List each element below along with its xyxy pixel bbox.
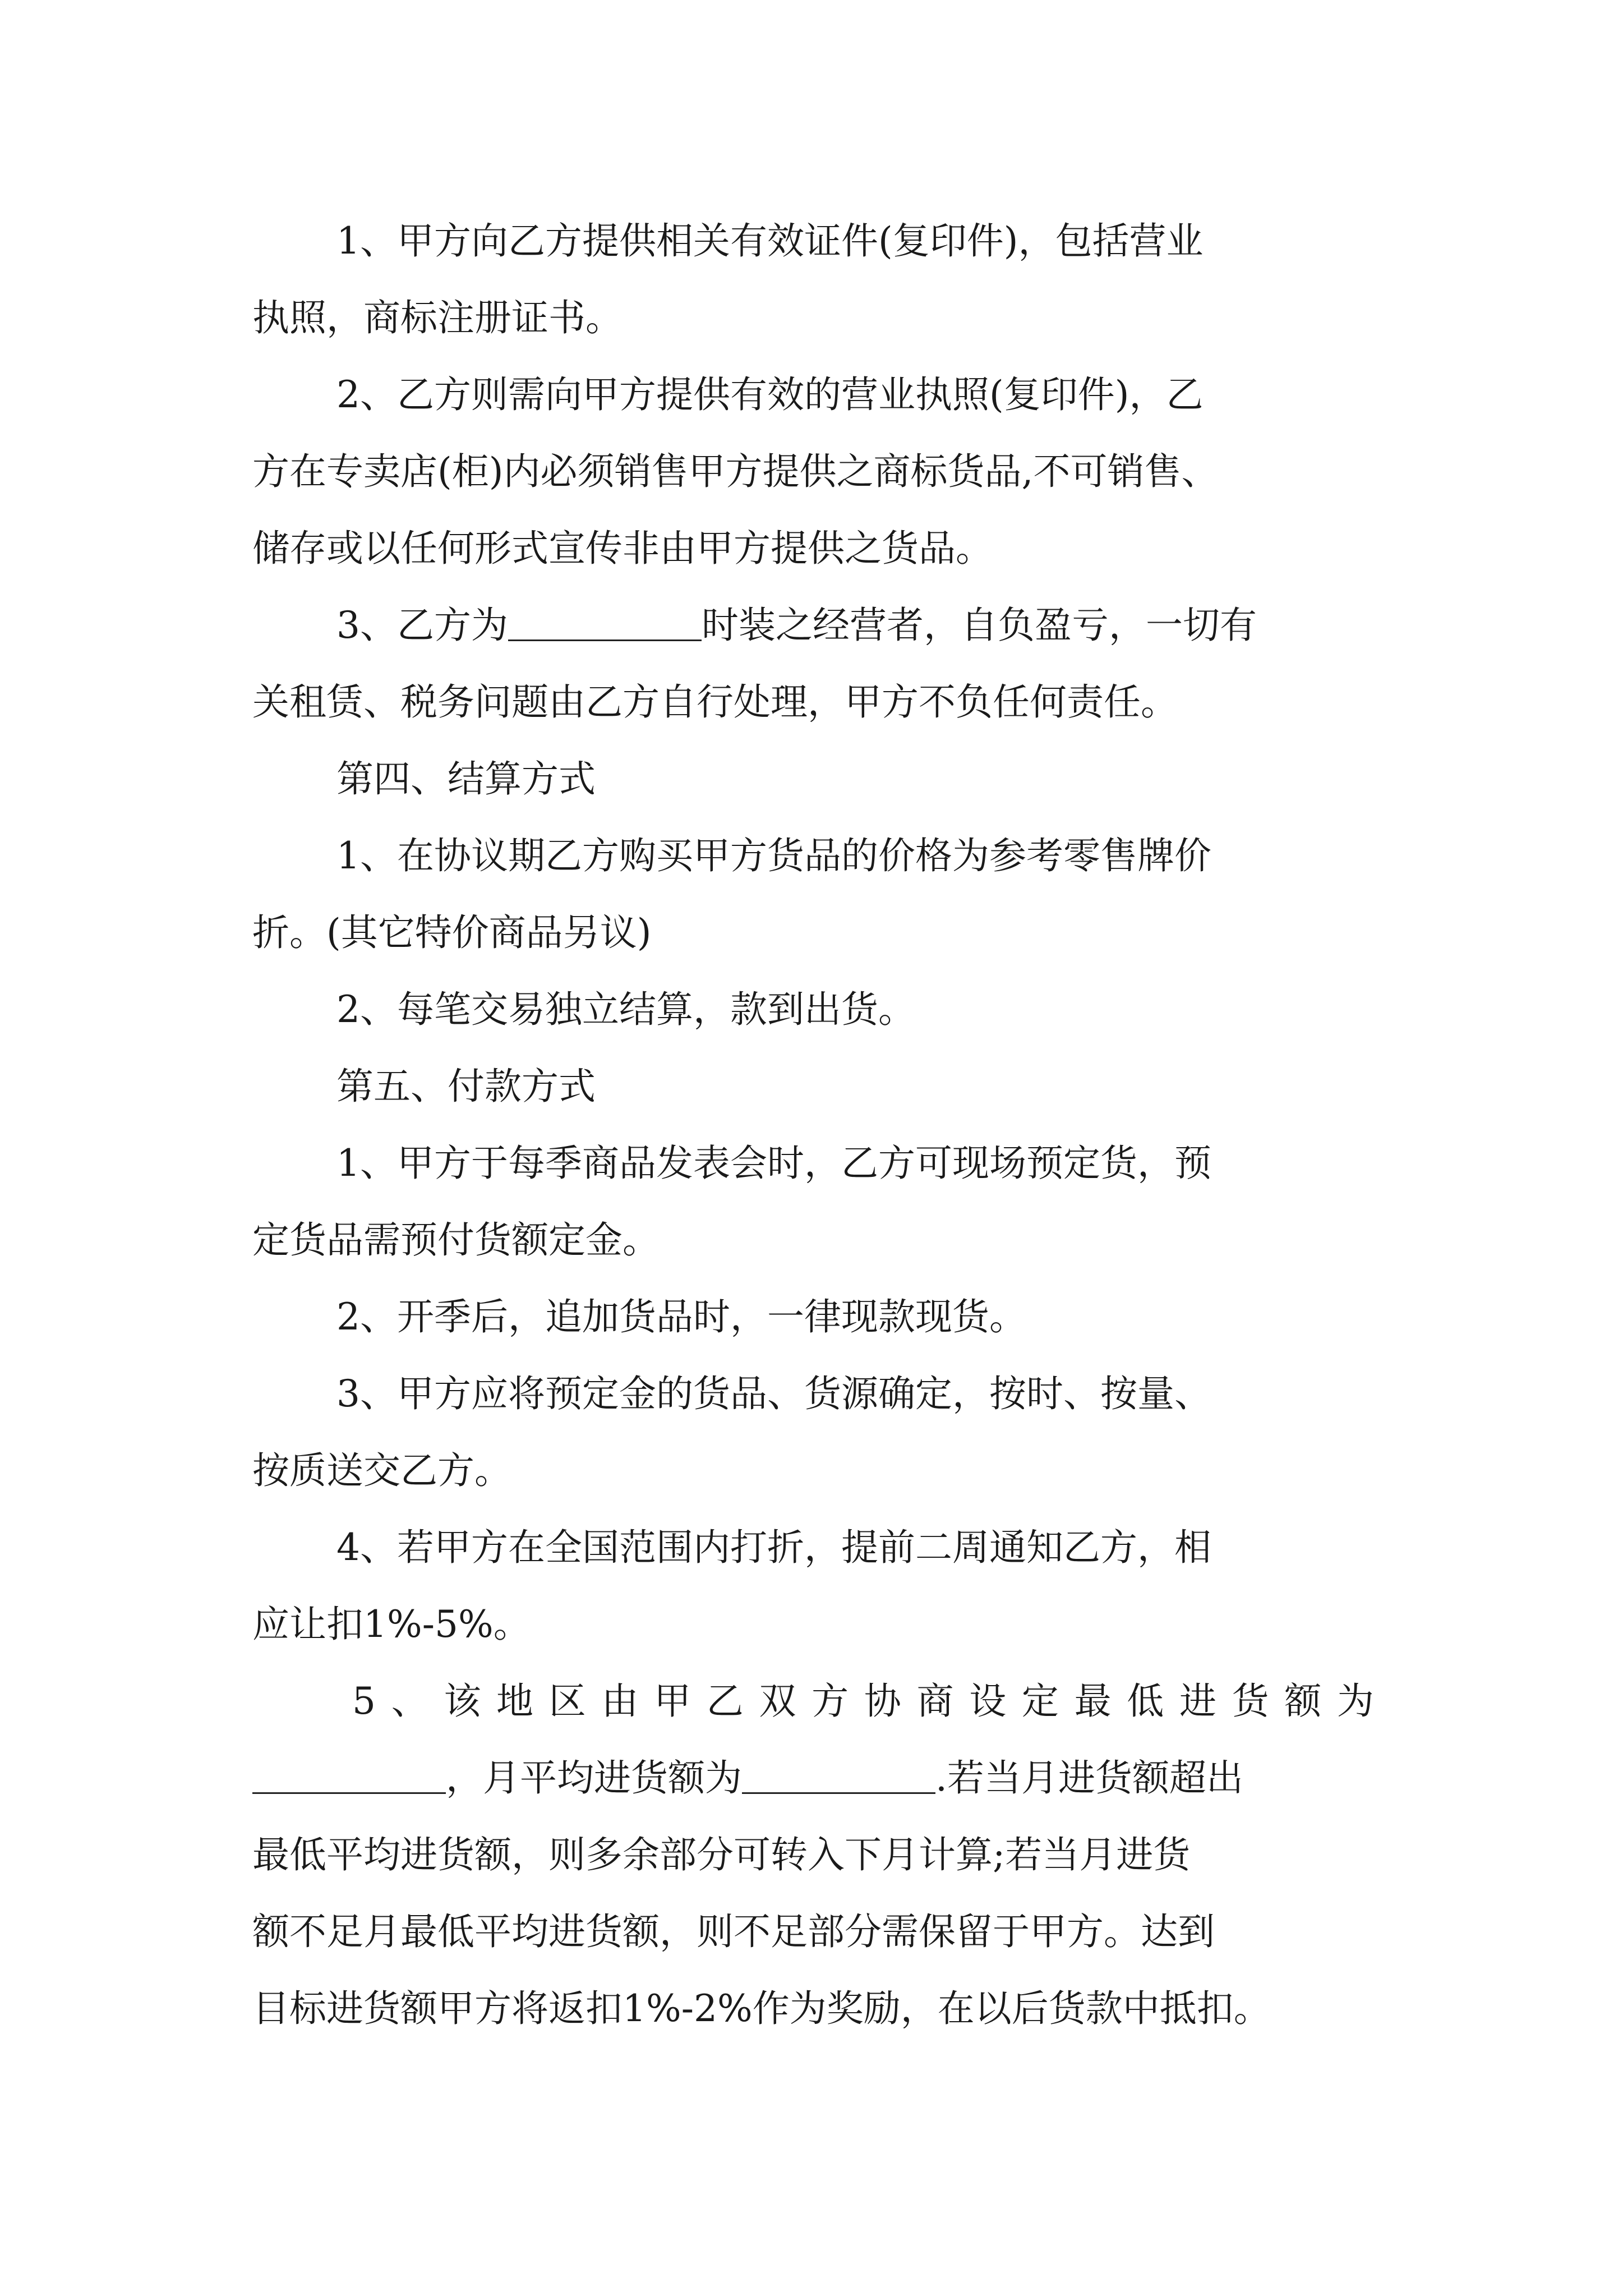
paragraph-2-line-2: 方在专卖店(柜)内必须销售甲方提供之商标货品,不可销售、 — [252, 450, 1219, 493]
settlement-item-2: 2、每笔交易独立结算，款到出货。 — [336, 988, 915, 1031]
paragraph-1-line-1: 1、甲方向乙方提供相关有效证件(复印件)，包括营业 — [336, 219, 1204, 263]
paragraph-3-text-after: 时装之经营者，自负盈亏，一切有 — [702, 604, 1257, 647]
settlement-item-1-line-1: 1、在协议期乙方购买甲方货品的价格为参考零售牌价 — [336, 834, 1211, 877]
payment-item-1-line-2: 定货品需预付货额定金。 — [252, 1218, 660, 1262]
paragraph-3-text-before: 3、乙方为 — [336, 604, 508, 647]
payment-item-3-line-1: 3、甲方应将预定金的货品、货源确定，按时、按量、 — [336, 1372, 1211, 1415]
operator-name-blank — [508, 606, 702, 641]
paragraph-2-line-1: 2、乙方则需向甲方提供有效的营业执照(复印件)，乙 — [336, 373, 1204, 416]
payment-item-5-line-5: 目标进货额甲方将返扣1%-2%作为奖励，在以后货款中抵扣。 — [252, 1987, 1271, 2030]
section-5-heading: 第五、付款方式 — [336, 1065, 596, 1108]
payment-item-4-line-2: 应让扣1%-5%。 — [252, 1603, 531, 1646]
payment-item-1-line-1: 1、甲方于每季商品发表会时，乙方可现场预定货，预 — [336, 1142, 1211, 1185]
paragraph-1-line-2: 执照，商标注册证书。 — [252, 296, 623, 339]
paragraph-3-line-1 — [336, 597, 1402, 654]
payment-item-4-line-1: 4、若甲方在全国范围内打折，提前二周通知乙方，相 — [336, 1526, 1211, 1569]
payment-item-5-text-middle: ，月平均进货额为 — [446, 1756, 742, 1800]
settlement-item-1-line-2: 折。(其它特价商品另议) — [252, 911, 652, 954]
payment-item-3-line-2: 按质送交乙方。 — [252, 1449, 511, 1492]
payment-item-5-line-4: 额不足月最低平均进货额，则不足部分需保留于甲方。达到 — [252, 1910, 1215, 1953]
payment-item-5-line-3: 最低平均进货额，则多余部分可转入下月计算;若当月进货 — [252, 1833, 1191, 1876]
section-4-heading: 第四、结算方式 — [336, 757, 596, 800]
payment-item-2: 2、开季后，追加货品时，一律现款现货。 — [336, 1295, 1026, 1338]
payment-item-5-line-2 — [252, 1750, 1396, 1806]
paragraph-2-line-3: 储存或以任何形式宣传非由甲方提供之货品。 — [252, 527, 993, 570]
payment-item-5-line-1: 5、该地区由甲乙双方协商设定最低进货额为 — [352, 1680, 1374, 1723]
minimum-purchase-blank — [252, 1759, 446, 1794]
paragraph-3-line-2: 关租赁、税务问题由乙方自行处理，甲方不负任何责任。 — [252, 680, 1178, 724]
monthly-average-blank — [742, 1759, 935, 1794]
payment-item-5-text-after: .若当月进货额超出 — [935, 1756, 1243, 1800]
